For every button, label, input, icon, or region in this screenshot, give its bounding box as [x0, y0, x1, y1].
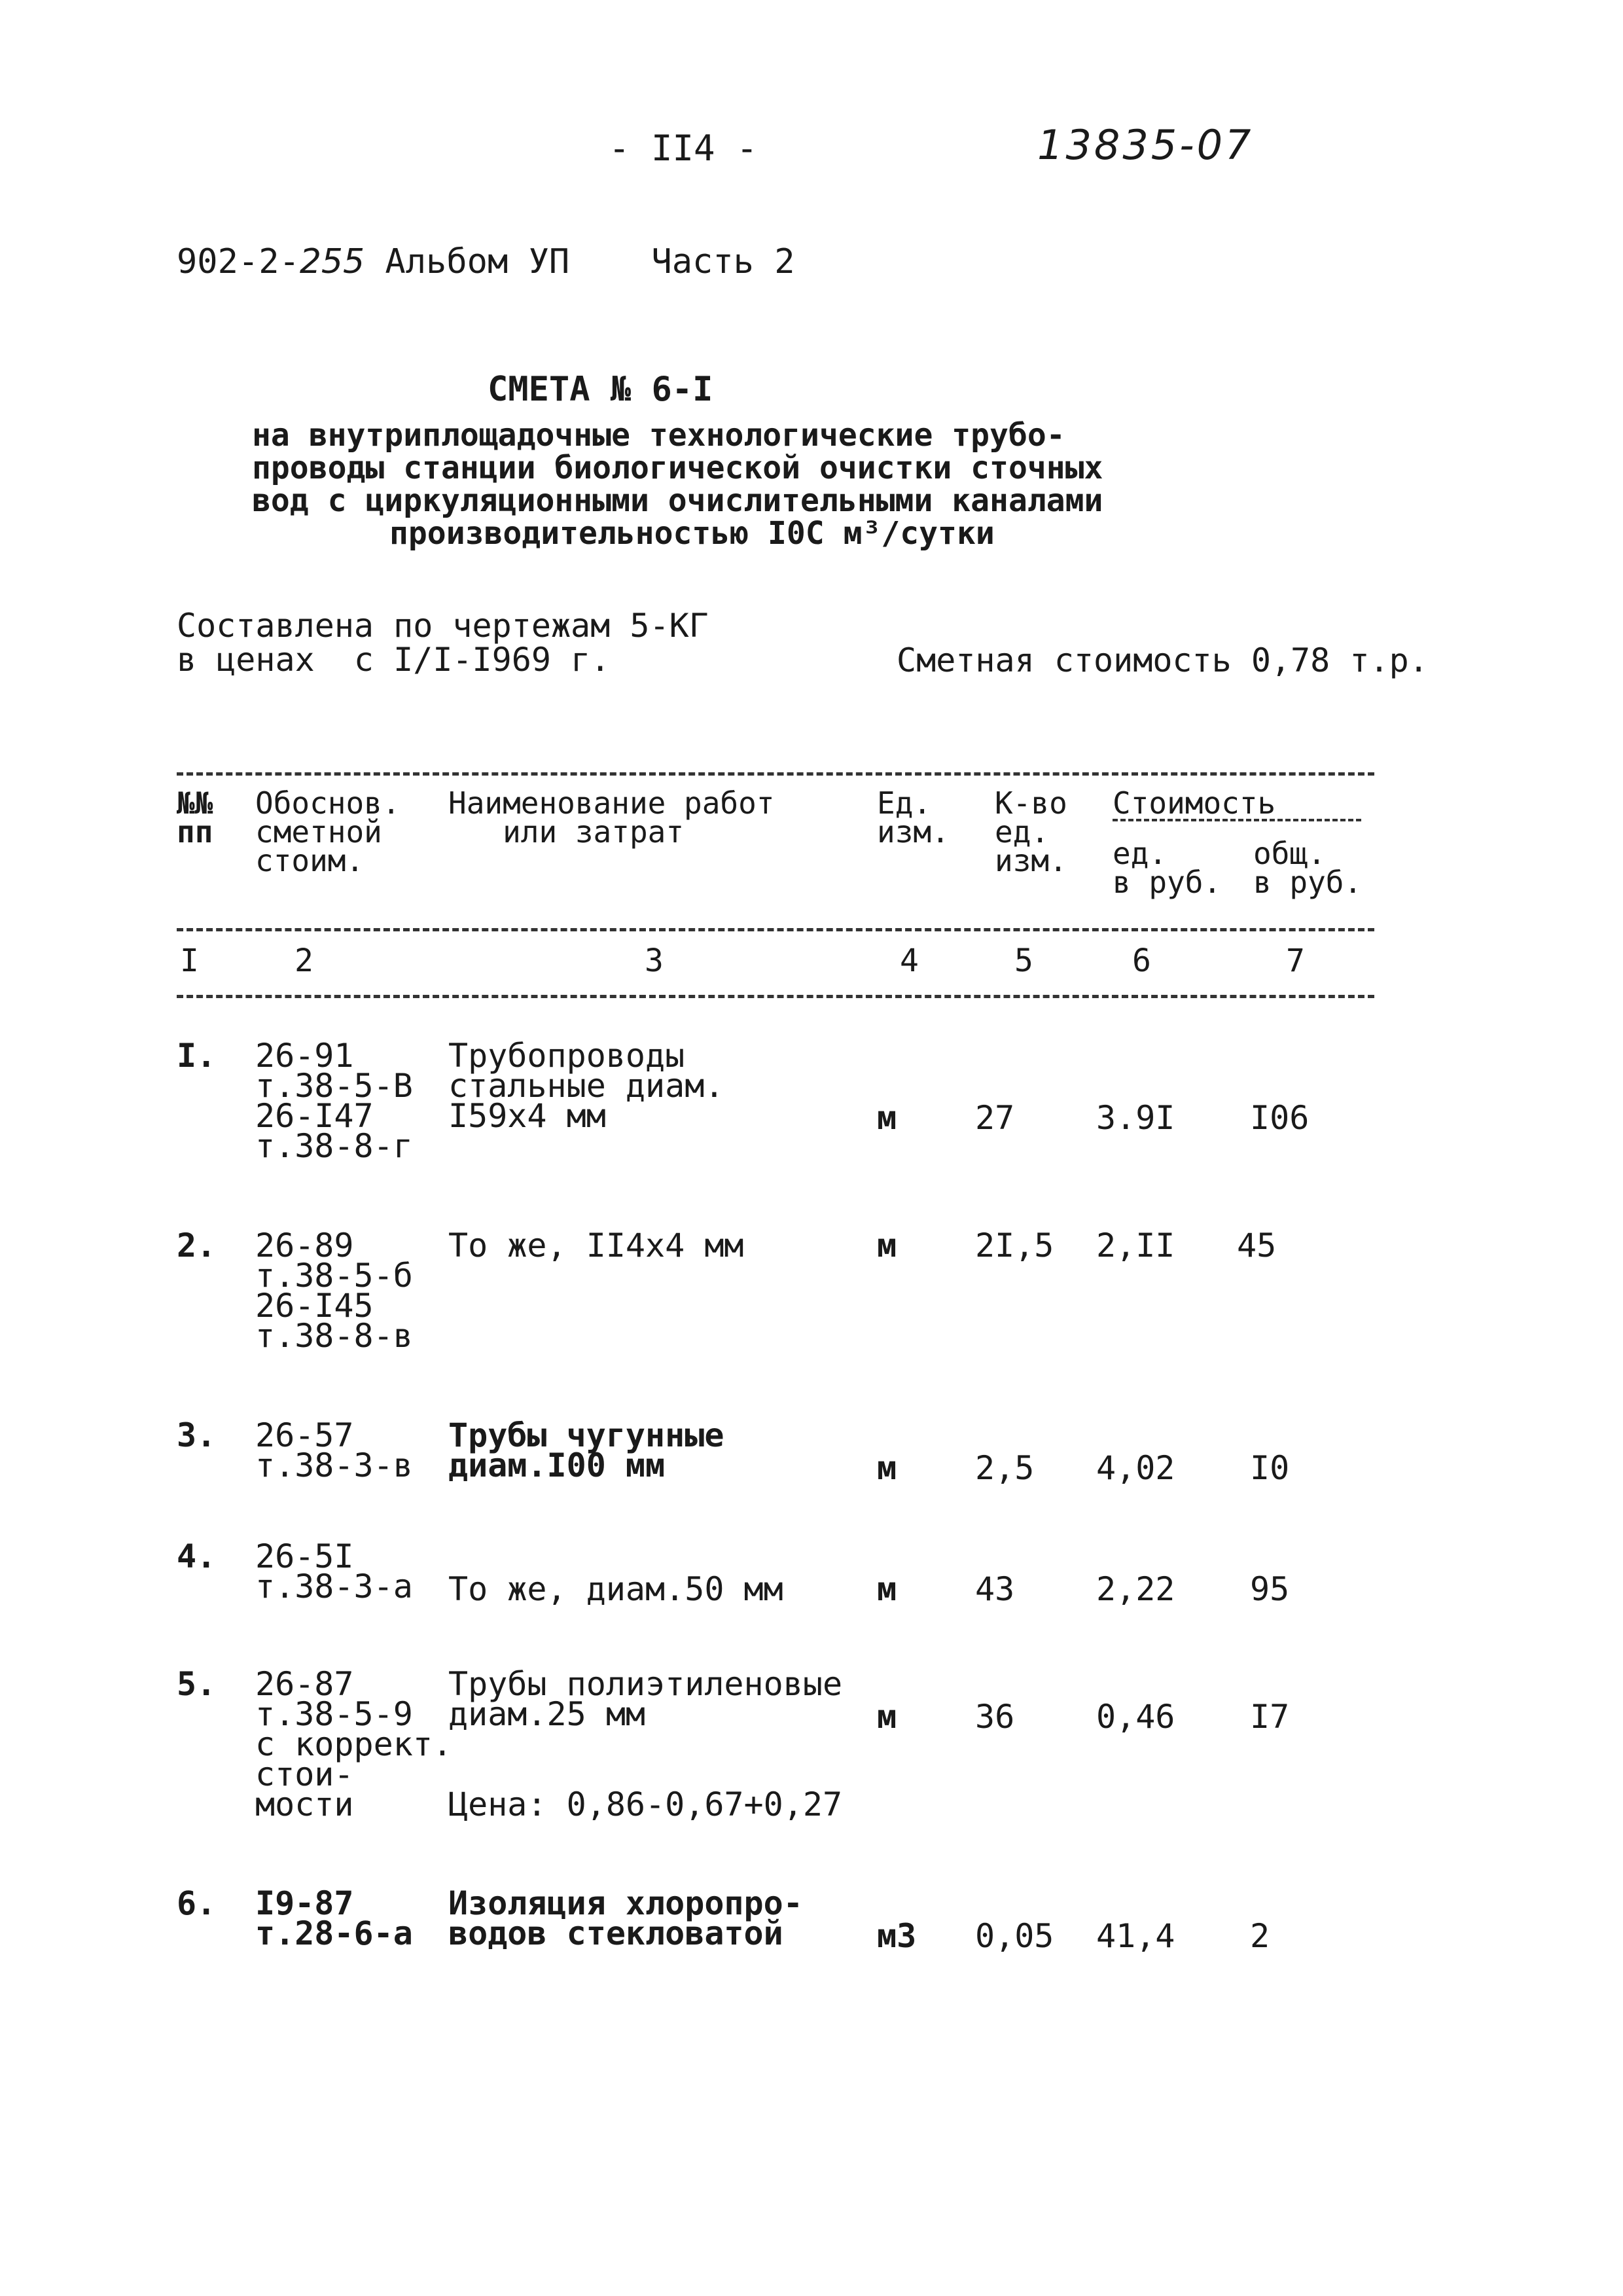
table-header-rule — [177, 928, 1374, 931]
column-number: 3 — [645, 942, 664, 979]
table-row-num: 4. — [177, 1537, 217, 1575]
table-row-unit: м — [877, 1698, 897, 1736]
page-number: - II4 - — [609, 128, 758, 169]
table-row-name: Трубы полиэтиленовые диам.25 мм Цена: 0,86-0,67+0,27 — [448, 1665, 843, 1823]
table-row-basis: 26-87 т.38-5-9 с коррект. стои- мости — [255, 1665, 453, 1823]
subtitle-line: вод с циркуляционными очислительными каналами — [252, 482, 1103, 519]
table-colnum-rule — [177, 995, 1374, 998]
table-row-total: 95 — [1250, 1570, 1290, 1608]
column-number: 5 — [1014, 942, 1033, 979]
table-row-basis: 26-91 т.38-5-В 26-I47 т.38-8-г — [255, 1037, 413, 1165]
compiled-line: в ценах с I/I-I969 г. — [177, 641, 611, 679]
column-number: 6 — [1132, 942, 1151, 979]
table-row-price: 41,4 — [1096, 1917, 1175, 1955]
estimate-subtitle — [252, 419, 1103, 550]
subtitle-line: проводы станции биологической очистки сточных — [252, 450, 1103, 486]
estimate-title: СМЕТА № 6-I — [488, 370, 713, 409]
header-qty: К-во ед. изм. — [995, 785, 1067, 878]
header-unit: Ед. изм. — [877, 785, 950, 850]
table-row-basis: I9-87 т.28-6-а — [255, 1884, 413, 1952]
album-prefix: 902-2- — [177, 242, 300, 281]
table-row-name: Изоляция хлоропро- водов стекловатой — [448, 1884, 803, 1952]
table-row-total: I06 — [1250, 1099, 1310, 1137]
album-handwritten-number: 255 — [299, 242, 365, 281]
table-row-price: 4,02 — [1096, 1449, 1175, 1487]
subtitle-line: на внутриплощадочные технологические трубо- — [252, 417, 1065, 454]
table-row-basis: 26-5I т.38-3-а — [255, 1537, 413, 1605]
table-row-qty: 43 — [975, 1570, 1015, 1608]
header-num: №№ пп — [177, 785, 213, 850]
table-row-price: 3.9I — [1096, 1099, 1175, 1137]
column-number: I — [180, 942, 199, 979]
album-rest: Альбом УП Часть 2 — [365, 242, 795, 281]
table-row-num: 3. — [177, 1416, 217, 1454]
table-row-unit: м3 — [877, 1917, 917, 1955]
table-row-total: 45 — [1237, 1227, 1277, 1265]
table-row-name: Трубопроводы стальные диам. I59x4 мм — [448, 1037, 724, 1135]
table-row-price: 0,46 — [1096, 1698, 1175, 1736]
table-row-unit: м — [877, 1099, 897, 1137]
table-row-total: I0 — [1250, 1449, 1290, 1487]
table-row-name: Трубы чугунные диам.I00 мм — [448, 1416, 724, 1484]
column-number: 4 — [900, 942, 919, 979]
compiled-info — [177, 609, 709, 677]
subtitle-line: производительностью I0С м³/сутки — [389, 515, 995, 552]
album-line — [177, 242, 795, 281]
document-code: 13835-07 — [1037, 121, 1254, 169]
table-row-num: 6. — [177, 1884, 217, 1922]
table-top-rule — [177, 772, 1374, 776]
table-row-qty: 2,5 — [975, 1449, 1035, 1487]
header-cost-unit: ед. в руб. — [1113, 836, 1222, 900]
compiled-line: Составлена по чертежам 5-КГ — [177, 607, 709, 645]
table-row-name: То же, II4x4 мм — [448, 1227, 744, 1265]
table-row-total: 2 — [1250, 1917, 1270, 1955]
header-name: Наименование работ или затрат — [448, 785, 775, 850]
table-row-basis: 26-57 т.38-3-в — [255, 1416, 413, 1484]
table-row-name: То же, диам.50 мм — [448, 1570, 783, 1608]
table-row-unit: м — [877, 1227, 897, 1265]
table-row-price: 2,22 — [1096, 1570, 1175, 1608]
table-row-unit: м — [877, 1570, 897, 1608]
table-row-num: 2. — [177, 1227, 217, 1265]
table-row-qty: 0,05 — [975, 1917, 1054, 1955]
header-basis: Обоснов. сметной стоим. — [255, 785, 401, 878]
table-row-qty: 2I,5 — [975, 1227, 1054, 1265]
column-number: 2 — [294, 942, 313, 979]
table-row-qty: 36 — [975, 1698, 1015, 1736]
table-row-qty: 27 — [975, 1099, 1015, 1137]
column-number: 7 — [1286, 942, 1305, 979]
table-row-basis: 26-89 т.38-5-б 26-I45 т.38-8-в — [255, 1227, 413, 1355]
header-cost: Стоимость — [1113, 789, 1361, 821]
header-cost-total: общ. в руб. — [1253, 836, 1363, 900]
table-row-unit: м — [877, 1449, 897, 1487]
table-row-total: I7 — [1250, 1698, 1290, 1736]
estimated-cost: Сметная стоимость 0,78 т.р. — [897, 641, 1429, 679]
table-row-price: 2,II — [1096, 1227, 1175, 1265]
table-row-num: 5. — [177, 1665, 217, 1703]
table-row-num: I. — [177, 1037, 217, 1075]
